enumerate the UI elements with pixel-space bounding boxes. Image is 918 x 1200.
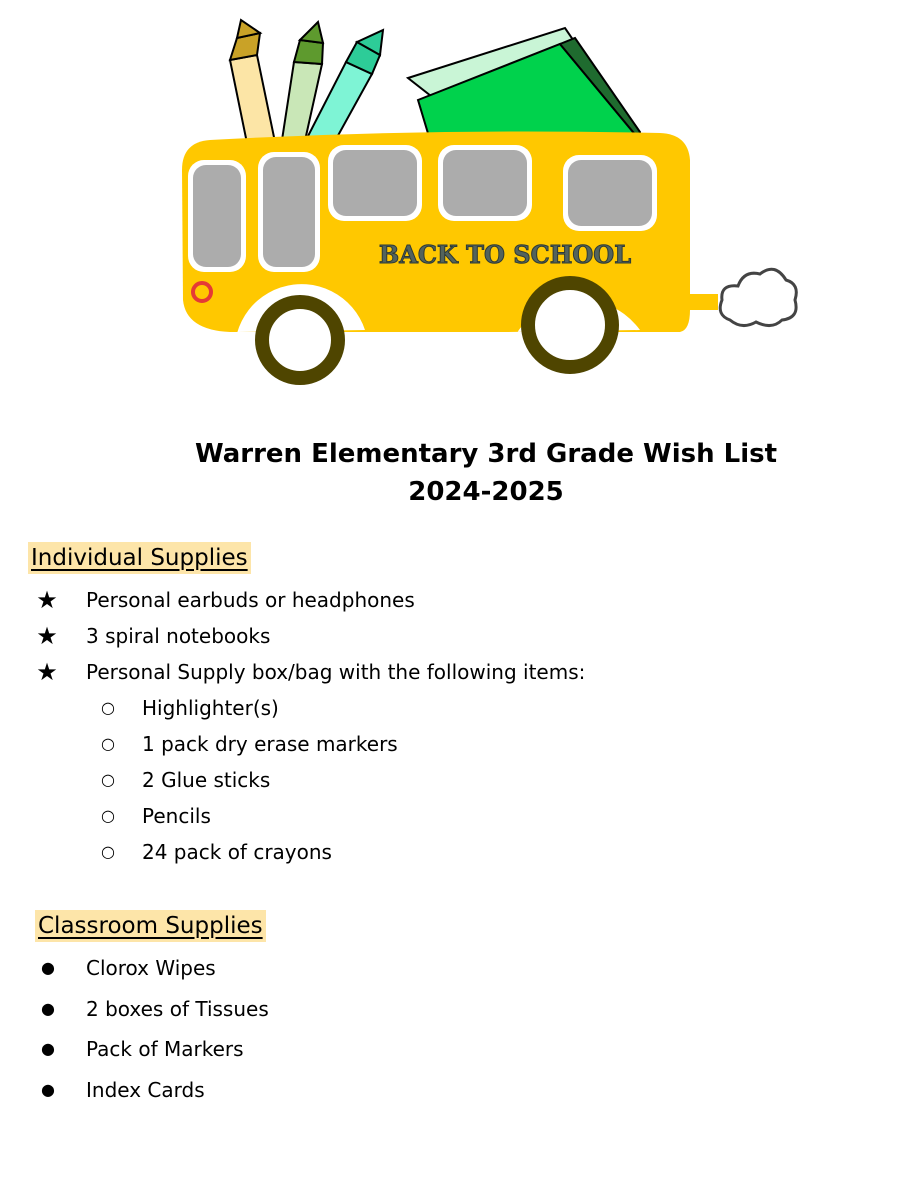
list-item-label: 2 boxes of Tissues — [86, 996, 269, 1021]
circle-bullet-icon: ○ — [101, 806, 115, 825]
list-item-label: 3 spiral notebooks — [86, 624, 271, 648]
list-item-label: Highlighter(s) — [142, 696, 279, 720]
list-item-label: 1 pack dry erase markers — [142, 732, 398, 756]
bus-banner-text: BACK TO SCHOOL — [378, 240, 632, 269]
individual-supplies-heading: Individual Supplies — [28, 542, 251, 574]
star-bullet-icon: ★ — [36, 586, 58, 614]
dot-bullet-icon: ● — [41, 958, 55, 977]
list-item-label: 24 pack of crayons — [142, 840, 332, 864]
circle-bullet-icon: ○ — [101, 770, 115, 789]
list-item-label: Personal Supply box/bag with the following items: — [86, 660, 586, 684]
star-bullet-icon: ★ — [36, 622, 58, 650]
circle-bullet-icon: ○ — [101, 842, 115, 861]
front-wheel-icon — [262, 302, 338, 378]
dot-bullet-icon: ● — [41, 998, 55, 1018]
star-bullet-icon: ★ — [36, 658, 58, 686]
title-line-1: Warren Elementary 3rd Grade Wish List — [194, 439, 778, 469]
title-line-2: 2024-2025 — [408, 477, 564, 507]
list-item-label: Personal earbuds or headphones — [86, 588, 415, 612]
list-item-label: 2 Glue sticks — [142, 768, 271, 792]
list-item-label: Pack of Markers — [86, 1037, 244, 1061]
circle-bullet-icon: ○ — [101, 734, 115, 753]
circle-bullet-icon: ○ — [101, 698, 115, 717]
classroom-supplies-heading: Classroom Supplies — [35, 910, 266, 942]
list-item-label: Pencils — [142, 804, 211, 828]
list-item-label: Clorox Wipes — [86, 956, 216, 980]
page-title — [0, 435, 918, 511]
list-item-label: Index Cards — [86, 1077, 205, 1102]
dot-bullet-icon: ● — [41, 1079, 55, 1099]
headlight-icon — [193, 283, 211, 301]
rear-wheel-icon — [528, 283, 612, 367]
back-to-school-bus-illustration — [170, 15, 810, 390]
dot-bullet-icon: ● — [41, 1039, 55, 1058]
yellow-crayon-icon — [230, 20, 275, 148]
exhaust-cloud-icon — [720, 269, 796, 325]
